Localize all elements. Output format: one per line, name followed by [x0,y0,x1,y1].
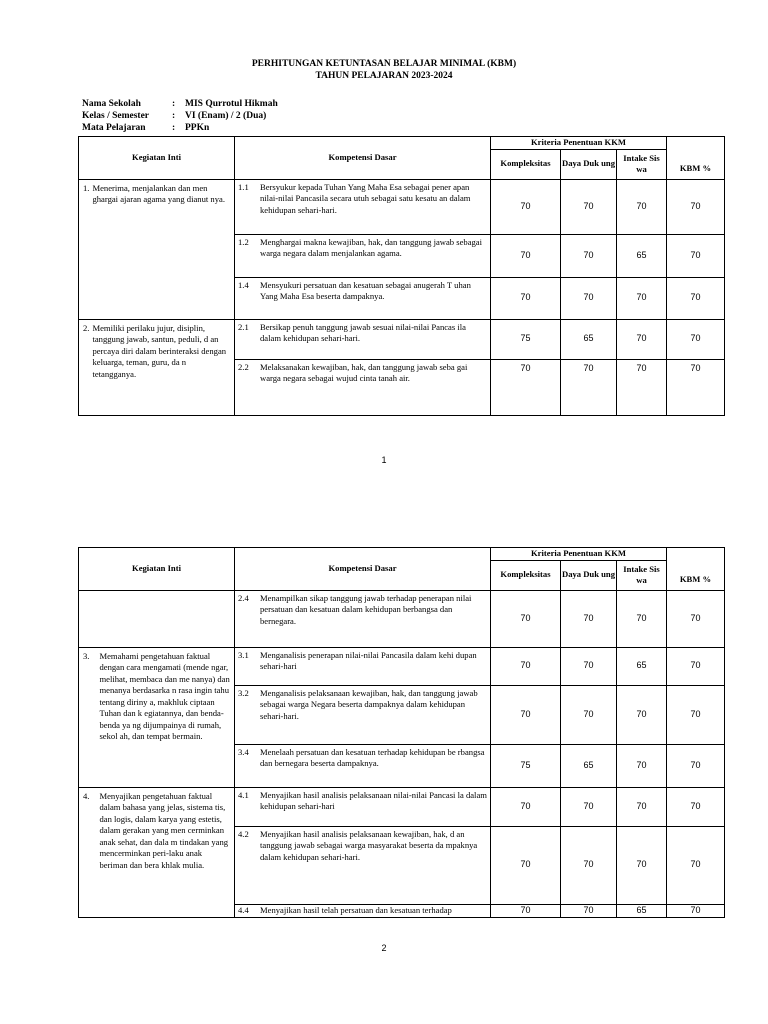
daya-dukung-value: 70 [561,234,617,277]
daya-dukung-value: 70 [561,685,617,744]
kompleksitas-value: 70 [491,277,561,319]
ki-number: 1. [83,182,90,193]
ki-text: Memiliki perilaku jujur, disiplin, tanggung jawab, santun, peduli, d an percaya diri dalam berinteraksi dengan keluarga, teman, guru, da n tetangganya. [92,322,227,379]
kompleksitas-value: 70 [491,359,561,415]
daya-dukung-value: 70 [561,359,617,415]
kompleksitas-value: 70 [491,590,561,647]
kompleksitas-value: 70 [491,234,561,277]
table-row [79,647,725,685]
page-number: 1 [381,455,387,465]
subject-value: PPKn [185,123,210,133]
intake-value: 65 [617,904,667,917]
daya-dukung-value: 70 [561,826,617,904]
table-row [79,787,725,826]
daya-dukung-value: 70 [561,277,617,319]
kd-number: 3.4 [238,746,249,757]
kompetensi-dasar-cell [235,826,491,904]
daya-dukung-value: 65 [561,744,617,787]
kd-text: Menelaah persatuan dan kesatuan terhadap kehidupan be rbangsa dan bernegara beserta dampaknya. [260,746,485,768]
academic-year-title: TAHUN PELAJARAN 2023-2024 [315,71,453,81]
kd-number: 2.4 [238,592,249,603]
header-kegiatan-inti: Kegiatan Inti [79,548,235,591]
ki-number: 3. [83,650,90,661]
table-row [79,590,725,647]
kompleksitas-value: 70 [491,685,561,744]
kd-number: 2.2 [238,361,249,372]
intake-value: 70 [617,787,667,826]
intake-value: 70 [617,359,667,415]
header-kbm: KBM % [667,137,725,180]
header-intake-siswa: Intake Sis wa [617,560,667,590]
kd-text: Menyajikan hasil telah persatuan dan kesatuan terhadap [260,904,452,915]
intake-value: 70 [617,744,667,787]
kompetensi-dasar-cell [235,647,491,685]
intake-value: 70 [617,590,667,647]
kbm-value: 70 [667,319,725,359]
kd-number: 2.1 [238,321,249,332]
kbm-value: 70 [667,179,725,234]
kompleksitas-value: 75 [491,744,561,787]
daya-dukung-value: 70 [561,647,617,685]
kompetensi-dasar-cell [235,685,491,744]
table-row [79,319,725,359]
intake-value: 65 [617,234,667,277]
kkm-table-page-2 [78,547,725,918]
colon: : [172,123,176,133]
kompleksitas-value: 70 [491,904,561,917]
kd-number: 4.2 [238,828,249,839]
header-kriteria: Kriteria Penentuan KKM [491,137,667,150]
kompetensi-dasar-cell [235,277,491,319]
kd-number: 4.4 [238,904,249,915]
kd-text: Menganalisis pelaksanaan kewajiban, hak, dan tanggung jawab sebagai warga Negara beserta dampaknya dalam kehidupan sehari-hari. [260,687,478,721]
kd-number: 1.1 [238,181,249,192]
table-row [79,179,725,234]
kbm-value: 70 [667,826,725,904]
header-intake-siswa: Intake Sis wa [617,149,667,179]
kd-text: Menyajikan hasil analisis pelaksanaan kewajiban, hak, d an tanggung jawab sebagai warga masyarakat beserta da mpaknya dalam kehidupan sehari-hari. [260,828,478,862]
kd-text: Menghargai makna kewajiban, hak, dan tanggung jawab sebagai warga negara dalam menjalankan agama. [260,236,483,258]
kbm-value: 70 [667,787,725,826]
kd-number: 4.1 [238,789,249,800]
kompleksitas-value: 75 [491,319,561,359]
kompetensi-dasar-cell [235,904,491,917]
ki-text: Memahami pengetahuan faktual dengan cara mengamati (mende ngar, melihat, membaca dan me nanya) dan menanya berdasarka n rasa ingin tahu tentang diriny a, makhluk ciptaan Tuhan dan k egiatannya, dan benda-benda ya ng dijumpainya di rumah, sekol ah, dan tempat bermain. [99,650,230,741]
kompetensi-dasar-cell [235,234,491,277]
kbm-value: 70 [667,234,725,277]
subject-label: Mata Pelajaran [82,123,146,133]
intake-value: 70 [617,179,667,234]
kompetensi-dasar-cell [235,590,491,647]
header-kompetensi-dasar: Kompetensi Dasar [235,548,491,591]
kd-text: Melaksanakan kewajiban, hak, dan tanggung jawab seba gai warga negara sebagai wujud cinta tanah air. [260,361,468,383]
header-daya-dukung: Daya Duk ung [561,560,617,590]
kd-text: Menganalisis penerapan nilai-nilai Pancasila dalam kehi dupan sehari-hari [260,649,477,671]
kd-number: 1.2 [238,236,249,247]
kompetensi-dasar-cell [235,319,491,359]
kd-text: Bersikap penuh tanggung jawab sesuai nilai-nilai Pancas ila dalam kehidupan sehari-hari. [260,321,466,343]
kompleksitas-value: 70 [491,179,561,234]
daya-dukung-value: 70 [561,787,617,826]
header-kompleksitas: Kompleksitas [491,560,561,590]
kd-text: Menampilkan sikap tanggung jawab terhadap penerapan nilai persatuan dan kesatuan dalam kehidupan berbangsa dan bernegara. [260,592,472,626]
page-number: 2 [381,943,387,953]
kd-number: 3.2 [238,687,249,698]
class-label: Kelas / Semester [82,111,150,121]
kbm-value: 70 [667,590,725,647]
header-daya-dukung: Daya Duk ung [561,149,617,179]
kkm-table-page-1 [78,136,725,416]
daya-dukung-value: 65 [561,319,617,359]
kd-text: Menyajikan hasil analisis pelaksanaan nilai-nilai Pancasi la dalam kehidupan sehari-hari [260,789,487,811]
kbm-value: 70 [667,685,725,744]
header-kbm: KBM % [667,548,725,591]
header-kompetensi-dasar: Kompetensi Dasar [235,137,491,180]
kompleksitas-value: 70 [491,787,561,826]
daya-dukung-value: 70 [561,904,617,917]
intake-value: 65 [617,647,667,685]
kegiatan-inti-cell [79,787,235,917]
kompetensi-dasar-cell [235,787,491,826]
colon: : [172,111,176,121]
kegiatan-inti-cell [79,319,235,415]
kd-text: Mensyukuri persatuan dan kesatuan sebagai anugerah T uhan Yang Maha Esa beserta dampaknya. [260,279,471,301]
intake-value: 70 [617,319,667,359]
kd-number: 1.4 [238,279,249,290]
kompleksitas-value: 70 [491,647,561,685]
colon: : [172,99,176,109]
school-label: Nama Sekolah [82,99,141,109]
header-kompleksitas: Kompleksitas [491,149,561,179]
kompetensi-dasar-cell [235,744,491,787]
class-value: VI (Enam) / 2 (Dua) [185,111,267,121]
school-value: MIS Qurrotul Hikmah [185,99,278,109]
kegiatan-inti-cell-empty [79,590,235,647]
kegiatan-inti-cell [79,179,235,319]
kbm-value: 70 [667,904,725,917]
kbm-value: 70 [667,277,725,319]
header-kegiatan-inti: Kegiatan Inti [79,137,235,180]
kbm-value: 70 [667,359,725,415]
kbm-value: 70 [667,647,725,685]
daya-dukung-value: 70 [561,179,617,234]
daya-dukung-value: 70 [561,590,617,647]
ki-number: 2. [83,322,90,333]
document-title: PERHITUNGAN KETUNTASAN BELAJAR MINIMAL (KBM) [251,59,517,69]
ki-text: Menyajikan pengetahuan faktual dalam bahasa yang jelas, sistema tis, dan logis, dalam karya yang estetis, dalam gerakan yang men cerminkan anak sehat, dan dala m tindakan yang mencerminkan peri-laku anak beriman dan bera khlak mulia. [99,790,229,870]
intake-value: 70 [617,685,667,744]
kompleksitas-value: 70 [491,826,561,904]
kompetensi-dasar-cell [235,359,491,415]
ki-text: Menerima, menjalankan dan men ghargai ajaran agama yang dianut nya. [92,182,225,204]
kbm-value: 70 [667,744,725,787]
kompetensi-dasar-cell [235,179,491,234]
kegiatan-inti-cell [79,647,235,787]
header-kriteria: Kriteria Penentuan KKM [491,548,667,561]
intake-value: 70 [617,277,667,319]
kd-number: 3.1 [238,649,249,660]
ki-number: 4. [83,790,90,801]
intake-value: 70 [617,826,667,904]
kd-text: Bersyukur kepada Tuhan Yang Maha Esa sebagai pener apan nilai-nilai Pancasila secara utuh sebagai satu kesatu an dalam kehidupan sehari-hari. [260,181,471,215]
